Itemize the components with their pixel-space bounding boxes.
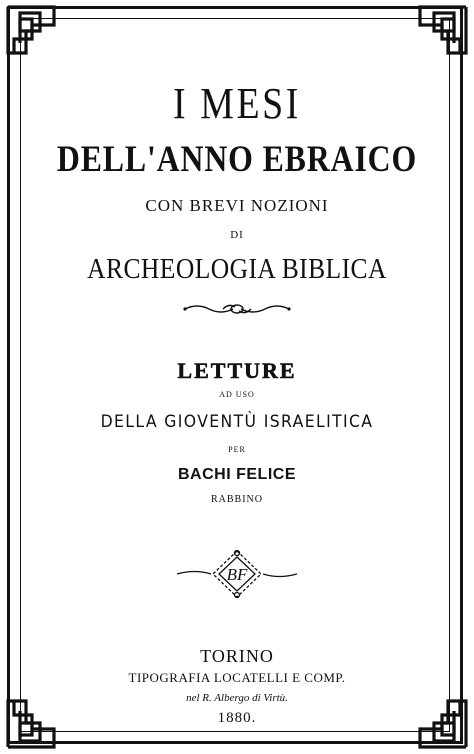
title-line-1: I MESI: [173, 79, 301, 128]
corner-ornament-icon: [416, 3, 470, 57]
author-name: BACHI FELICE: [178, 466, 296, 483]
title-line-4: DI: [230, 229, 244, 241]
letture-heading: LETTURE: [177, 358, 297, 383]
per-text: PER: [228, 445, 246, 454]
title-line-2: DELL'ANNO EBRAICO: [56, 139, 418, 180]
ad-uso-text: AD USO: [219, 390, 255, 399]
imprint-address: nel R. Albergo di Virtù.: [186, 692, 288, 704]
corner-ornament-icon: [4, 3, 58, 57]
monogram-ornament-icon: [175, 547, 299, 601]
title-line-3: CON BREVI NOZIONI: [145, 196, 329, 215]
imprint-city: TORINO: [200, 646, 274, 666]
audience-text: DELLA GIOVENTÙ ISRAELITICA: [100, 412, 374, 432]
monogram-letters: BF: [226, 565, 248, 584]
flourish-divider-icon: [183, 301, 291, 317]
imprint-year: 1880.: [217, 710, 257, 726]
author-title: RABBINO: [210, 494, 263, 505]
title-line-5: ARCHEOLOGIA BIBLICA: [87, 253, 387, 285]
imprint-printer: TIPOGRAFIA LOCATELLI E COMP.: [128, 670, 346, 685]
